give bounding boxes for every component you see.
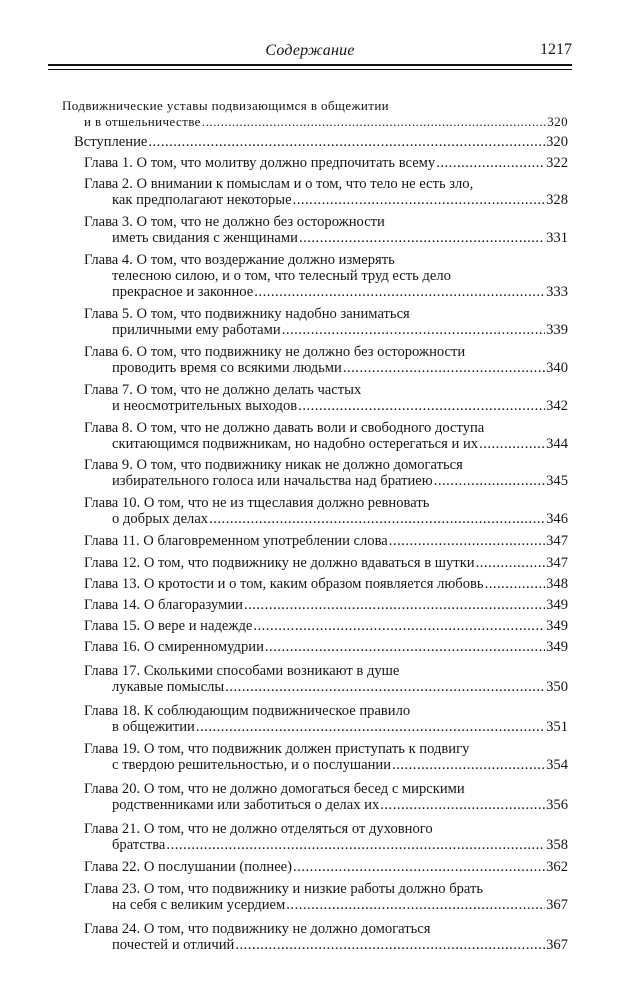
dot-leader xyxy=(293,192,546,208)
toc-entry-text: Глава 17. Сколькими способами возникают в душе xyxy=(84,663,400,679)
dot-leader xyxy=(235,937,545,953)
dot-leader xyxy=(389,533,545,549)
toc-entry-text: и неосмотрительных выходов xyxy=(112,398,298,414)
toc-page-number: 347 xyxy=(546,533,568,549)
running-head xyxy=(48,38,572,62)
dot-leader xyxy=(196,719,545,735)
toc-entry-line xyxy=(62,306,568,322)
dot-leader xyxy=(253,618,545,634)
toc-entry-text: братства xyxy=(112,837,166,853)
toc-entry-text: с твердою решительностью, и о послушании xyxy=(112,757,392,773)
toc-entry-line xyxy=(62,495,568,511)
toc-entry-text: Вступление xyxy=(74,134,148,150)
dot-leader xyxy=(476,555,546,571)
toc-entry[interactable] xyxy=(62,134,568,150)
toc-entry-text: Глава 19. О том, что подвижник должен приступать к подвигу xyxy=(84,741,470,757)
toc-entry-text: избирательного голоса или начальства над братиею xyxy=(112,473,433,489)
toc-entry-line xyxy=(62,881,568,897)
toc-entry-last-line xyxy=(62,436,568,452)
toc-entry-text: в общежитии xyxy=(112,719,195,735)
toc-entry[interactable] xyxy=(62,921,568,953)
toc-entry[interactable] xyxy=(62,821,568,853)
toc-entry-last-line xyxy=(62,134,568,150)
toc-page-number: 340 xyxy=(546,360,568,376)
toc-page-number: 367 xyxy=(546,897,568,913)
toc-entry-line xyxy=(62,382,568,398)
toc-entry-last-line xyxy=(62,859,568,875)
header-rule-thick xyxy=(48,64,572,66)
dot-leader xyxy=(282,322,545,338)
toc-page-number: 346 xyxy=(546,511,568,527)
toc-entry[interactable] xyxy=(62,176,568,208)
toc-page-number: 348 xyxy=(546,576,568,592)
toc-entry-last-line xyxy=(62,284,568,300)
dot-leader xyxy=(436,155,545,171)
toc-entry-line xyxy=(62,457,568,473)
toc-entry-text: родственниками или заботиться о делах их xyxy=(112,797,380,813)
toc-entry-last-line xyxy=(62,360,568,376)
toc-entry-last-line xyxy=(62,639,568,655)
toc-entry-text: Глава 21. О том, что не должно отделяться от духовного xyxy=(84,821,433,837)
table-of-contents xyxy=(62,98,568,953)
toc-entry[interactable] xyxy=(62,781,568,813)
toc-entry-line xyxy=(62,420,568,436)
toc-entry-last-line xyxy=(62,757,568,773)
toc-entry-last-line xyxy=(62,473,568,489)
toc-entry-text: Глава 7. О том, что не должно делать частых xyxy=(84,382,362,398)
toc-entry-last-line xyxy=(62,230,568,246)
toc-entry-line xyxy=(62,663,568,679)
toc-page-number: 350 xyxy=(546,679,568,695)
toc-entry-last-line xyxy=(62,597,568,613)
dot-leader xyxy=(479,436,545,452)
toc-entry-text: телесною силою, и о том, что телесный труд есть дело xyxy=(112,268,451,284)
toc-entry[interactable] xyxy=(62,457,568,489)
toc-entry-line xyxy=(62,214,568,230)
dot-leader xyxy=(225,679,545,695)
toc-entry[interactable] xyxy=(62,859,568,875)
dot-leader xyxy=(244,597,545,613)
toc-entry[interactable] xyxy=(62,881,568,913)
toc-entry-text: Глава 3. О том, что не должно без осторожности xyxy=(84,214,385,230)
toc-entry-text: Глава 12. О том, что подвижнику не должно вдаваться в шутки xyxy=(84,555,475,571)
toc-entry[interactable] xyxy=(62,597,568,613)
toc-entry-line xyxy=(62,703,568,719)
toc-entry[interactable] xyxy=(62,495,568,527)
toc-page-number: 342 xyxy=(546,398,568,414)
toc-entry-line xyxy=(62,176,568,192)
toc-entry-text: Глава 18. К соблюдающим подвижническое правило xyxy=(84,703,411,719)
toc-page-number: 320 xyxy=(546,134,568,150)
toc-entry-last-line xyxy=(62,192,568,208)
toc-entry-text: Глава 24. О том, что подвижнику не должно домогаться xyxy=(84,921,431,937)
toc-entry[interactable] xyxy=(62,703,568,735)
dot-leader xyxy=(148,134,545,150)
toc-entry-text: почестей и отличий xyxy=(112,937,235,953)
toc-entry-last-line xyxy=(62,576,568,592)
toc-entry[interactable] xyxy=(62,639,568,655)
toc-entry-text: о добрых делах xyxy=(112,511,209,527)
toc-entry-text: Глава 16. О смиренномудрии xyxy=(84,639,264,655)
dot-leader xyxy=(298,398,545,414)
toc-page-number: 320 xyxy=(547,114,568,129)
toc-entry-last-line xyxy=(62,114,568,130)
running-head-title: Содержание xyxy=(265,42,355,59)
toc-entry[interactable] xyxy=(62,618,568,634)
toc-entry-text: Глава 9. О том, что подвижнику никак не должно домогаться xyxy=(84,457,463,473)
toc-entry[interactable] xyxy=(62,344,568,376)
toc-entry[interactable] xyxy=(62,382,568,414)
toc-entry-line xyxy=(62,741,568,757)
toc-entry-text: иметь свидания с женщинами xyxy=(112,230,298,246)
dot-leader xyxy=(380,797,545,813)
toc-entry-last-line xyxy=(62,398,568,414)
dot-leader xyxy=(254,284,545,300)
toc-entry-line xyxy=(62,268,568,284)
toc-entry-text: Глава 22. О послушании (полнее) xyxy=(84,859,293,875)
dot-leader xyxy=(485,576,546,592)
toc-entry-text: как предполагают некоторые xyxy=(112,192,292,208)
dot-leader xyxy=(166,837,545,853)
toc-entry-text: Глава 13. О кротости и о том, каким образом появляется любовь xyxy=(84,576,484,592)
dot-leader xyxy=(265,639,545,655)
header-rule-thin xyxy=(48,69,572,70)
toc-entry-text: скитающимся подвижникам, но надобно остерегаться и их xyxy=(112,436,479,452)
toc-entry-text: Глава 8. О том, что не должно давать воли и свободного доступа xyxy=(84,420,485,436)
page-number: 1217 xyxy=(540,41,572,58)
toc-entry-text: и в отшельничестве xyxy=(84,114,201,129)
toc-entry-text: Глава 4. О том, что воздержание должно измерять xyxy=(84,252,395,268)
toc-entry-text: Глава 10. О том, что не из тщеславия должно ревновать xyxy=(84,495,430,511)
toc-page-number: 345 xyxy=(546,473,568,489)
toc-entry-line xyxy=(62,781,568,797)
toc-entry[interactable] xyxy=(62,155,568,171)
dot-leader xyxy=(392,757,545,773)
toc-entry-last-line xyxy=(62,533,568,549)
toc-entry[interactable] xyxy=(62,98,568,130)
toc-entry-text: Глава 6. О том, что подвижнику не должно без осторожности xyxy=(84,344,466,360)
toc-entry-text: Подвижнические уставы подвизающимся в общежитии xyxy=(62,98,390,113)
toc-page-number: 333 xyxy=(546,284,568,300)
toc-entry-last-line xyxy=(62,618,568,634)
toc-entry-last-line xyxy=(62,837,568,853)
dot-leader xyxy=(202,114,546,130)
toc-page-number: 362 xyxy=(546,859,568,875)
dot-leader xyxy=(286,897,545,913)
toc-page-number: 349 xyxy=(546,639,568,655)
toc-page-number: 344 xyxy=(546,436,568,452)
toc-entry-text: Глава 20. О том, что не должно домогаться бесед с мирскими xyxy=(84,781,465,797)
toc-entry-text: на себя с великим усердием xyxy=(112,897,286,913)
toc-entry[interactable] xyxy=(62,533,568,549)
dot-leader xyxy=(434,473,545,489)
toc-entry-last-line xyxy=(62,511,568,527)
toc-page-number: 358 xyxy=(546,837,568,853)
toc-entry[interactable] xyxy=(62,214,568,246)
toc-entry-line xyxy=(62,344,568,360)
toc-entry-text: Глава 5. О том, что подвижнику надобно заниматься xyxy=(84,306,410,322)
toc-entry-text: проводить время со всякими людьми xyxy=(112,360,342,376)
toc-entry[interactable] xyxy=(62,306,568,338)
toc-page-number: 328 xyxy=(546,192,568,208)
dot-leader xyxy=(293,859,545,875)
toc-entry-last-line xyxy=(62,719,568,735)
toc-entry-last-line xyxy=(62,322,568,338)
toc-entry-last-line xyxy=(62,679,568,695)
toc-page-number: 356 xyxy=(546,797,568,813)
toc-entry-text: Глава 1. О том, что молитву должно предпочитать всему xyxy=(84,155,436,171)
toc-entry-text: Глава 15. О вере и надежде xyxy=(84,618,253,634)
toc-page-number: 331 xyxy=(546,230,568,246)
toc-page-number: 349 xyxy=(546,597,568,613)
toc-page-number: 347 xyxy=(546,555,568,571)
toc-entry[interactable] xyxy=(62,663,568,695)
toc-entry-line xyxy=(62,98,568,114)
toc-entry[interactable] xyxy=(62,420,568,452)
toc-page-number: 354 xyxy=(546,757,568,773)
toc-entry[interactable] xyxy=(62,252,568,300)
toc-entry[interactable] xyxy=(62,741,568,773)
toc-page-number: 322 xyxy=(546,155,568,171)
toc-entry-line xyxy=(62,821,568,837)
toc-page-number: 349 xyxy=(546,618,568,634)
toc-page-number: 339 xyxy=(546,322,568,338)
toc-entry-text: Глава 14. О благоразумии xyxy=(84,597,243,613)
toc-entry-text: Глава 11. О благовременном употреблении слова xyxy=(84,533,388,549)
toc-entry[interactable] xyxy=(62,576,568,592)
dot-leader xyxy=(209,511,545,527)
dot-leader xyxy=(343,360,545,376)
toc-page-number: 351 xyxy=(546,719,568,735)
toc-entry-text: Глава 23. О том, что подвижнику и низкие работы должно брать xyxy=(84,881,484,897)
toc-entry-text: Глава 2. О внимании к помыслам и о том, что тело не есть зло, xyxy=(84,176,474,192)
toc-entry-last-line xyxy=(62,797,568,813)
toc-entry[interactable] xyxy=(62,555,568,571)
toc-entry-line xyxy=(62,252,568,268)
dot-leader xyxy=(299,230,545,246)
toc-entry-last-line xyxy=(62,155,568,171)
toc-page-number: 367 xyxy=(546,937,568,953)
toc-entry-last-line xyxy=(62,937,568,953)
toc-entry-text: лукавые помыслы xyxy=(112,679,225,695)
toc-entry-line xyxy=(62,921,568,937)
toc-entry-last-line xyxy=(62,897,568,913)
toc-entry-text: прекрасное и законное xyxy=(112,284,254,300)
toc-entry-last-line xyxy=(62,555,568,571)
toc-entry-text: приличными ему работами xyxy=(112,322,281,338)
